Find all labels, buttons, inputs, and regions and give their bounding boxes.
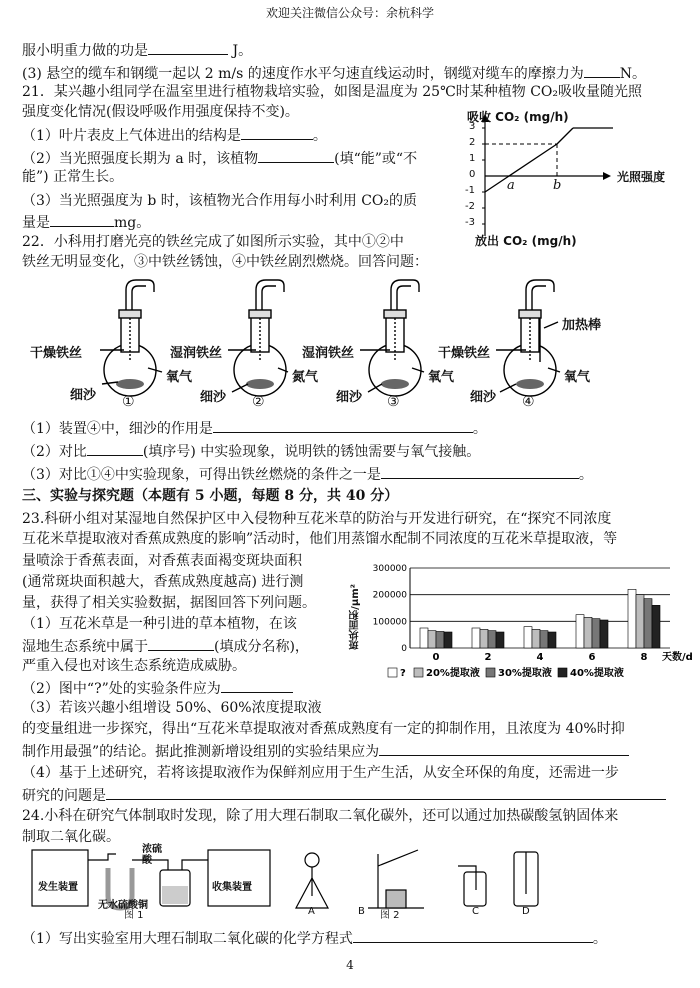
num-2: ② — [252, 394, 265, 410]
co2-curve — [485, 144, 557, 192]
flask-4 — [504, 280, 556, 396]
text-line: 研究的问题是 — [22, 785, 666, 805]
text-line: 互花米草提取液对香蕉成熟度的影响”活动时，他们用蒸馏水配制不同浓度的互花米草提取液，等 — [22, 531, 618, 547]
flask-2 — [234, 280, 286, 396]
bar-2-0 — [472, 628, 480, 648]
y-tick: 0 — [469, 169, 476, 180]
co2-absorb-label: 吸收 CO₂ (mg/h) — [467, 110, 569, 124]
label-dry-iron-4: 干燥铁丝 — [438, 346, 491, 361]
legend-label-3: 40%提取液 — [570, 668, 624, 679]
text-line: 严重入侵也对该生态系统造成威胁。 — [22, 658, 246, 674]
label-gas-4: 氧气 — [564, 370, 591, 385]
text-line: 量，获得了相关实验数据，据图回答下列问题。 — [22, 595, 316, 611]
y-tick: -2 — [465, 201, 475, 212]
bar-6-1 — [584, 617, 592, 648]
legend-swatch-1 — [414, 668, 423, 677]
apparatus-a — [296, 853, 328, 908]
legend-label-2: 30%提取液 — [498, 668, 552, 679]
legend-swatch-0 — [388, 668, 397, 677]
fig2-label: 图 2 — [380, 910, 400, 921]
y-tick-label: 300000 — [372, 564, 407, 574]
y-tick: 1 — [469, 153, 476, 164]
y-tick: 2 — [469, 137, 476, 148]
text-line: 铁丝无明显变化，③中铁丝锈蚀，④中铁丝剧烈燃烧。回答问题： — [22, 254, 428, 270]
bar-8-3 — [652, 605, 660, 648]
label-dry-iron-1: 干燥铁丝 — [30, 346, 83, 361]
bar-6-0 — [576, 615, 584, 648]
question-22-2: （2）对比 (填序号) 中实验现象，说明铁的锈蚀需要与氧气接触。 — [22, 441, 480, 461]
x-tick-label: 0 — [432, 652, 440, 663]
bar-2-2 — [488, 631, 496, 648]
question-23-intro: 23.科研小组对某湿地自然保护区中入侵物种互花米草的防治与开发进行研究，在“探究不同浓度 — [22, 511, 612, 527]
y-tick: -3 — [465, 217, 475, 228]
x-axis-arrow — [603, 172, 611, 180]
label-sand-1: 细沙 — [70, 388, 97, 403]
text-line: (3) 悬空的缆车和钢缆一起以 2 m/s 的速度作水平匀速直线运动时，钢缆对缆车的摩擦力为 N。 — [22, 63, 646, 83]
bar-6-3 — [600, 620, 608, 648]
gen-box-label: 发生装置 — [38, 882, 78, 893]
bar-2-3 — [496, 632, 504, 648]
bar-0-0 — [420, 628, 428, 648]
acid-label: 浓硫酸 — [142, 844, 162, 866]
flask-1 — [104, 280, 156, 396]
text-line: 制作用最强”的结论。据此推测新增设组别的实验结果应为 — [22, 741, 629, 761]
flask-3 — [369, 280, 421, 396]
tube-label: 无水硫酸铜 — [98, 900, 148, 911]
apparatus-d — [514, 852, 538, 906]
bar-8-2 — [644, 599, 652, 648]
letter-a: A — [308, 906, 315, 917]
text-line: (通常斑块面积越大，香蕉成熟度越高) 进行测 — [22, 574, 304, 590]
letter-d: D — [522, 906, 530, 917]
question-24-1: （1）写出实验室用大理石制取二氧化碳的化学方程式 。 — [22, 928, 607, 948]
bar-8-0 — [628, 589, 636, 648]
text-line: 的变量组进一步探究，得出“互花米草提取液对香蕉成熟度有一定的抑制作用，且浓度为 40%时抑 — [22, 721, 625, 737]
bar-2-1 — [480, 629, 488, 648]
question-24-intro: 24.小科在研究气体制取时发现，除了用大理石制取二氧化碳外，还可以通过加热碳酸氢钠固体来 — [22, 808, 619, 824]
y-tick-label: 200000 — [372, 590, 407, 601]
page-header: 欢迎关注微信公众号：余杭科学 — [265, 6, 434, 20]
num-4: ④ — [522, 394, 535, 410]
legend-label-0: ? — [400, 668, 406, 679]
bar-0-3 — [444, 632, 452, 648]
question-23-4: （4）基于上述研究，若将该提取液作为保鲜剂应用于生产生活，从安全环保的角度，还需进一步 — [22, 765, 619, 781]
letter-b: B — [358, 906, 365, 917]
letter-c: C — [472, 906, 479, 917]
x-tick-a: a — [507, 178, 515, 193]
co2-release-label: 放出 CO₂ (mg/h) — [475, 234, 577, 248]
text-line: 强度变化情况(假设呼吸作用强度保持不变)。 — [22, 104, 299, 120]
x-tick-b: b — [553, 178, 562, 193]
question-23-3: （3）若该兴趣小组增设 50%、60%浓度提取液 — [22, 700, 322, 716]
fig1-label: 图 1 — [124, 910, 144, 921]
apparatus-c — [458, 866, 486, 906]
legend-swatch-2 — [486, 668, 495, 677]
bar-4-0 — [524, 627, 532, 648]
question-22-1: （1）装置④中，细沙的作用是 。 — [22, 418, 487, 438]
text-line: 服小明重力做的功是 J。 — [22, 40, 252, 60]
label-sand-4: 细沙 — [470, 390, 497, 405]
text-line: 湿地生态系统中属于 (填成分名称)， — [22, 636, 309, 656]
question-22-intro: 22．小科用打磨光亮的铁丝完成了如图所示实验，其中①②中 — [22, 234, 404, 250]
bar-chart-ylabel: 斑块面积/μm² — [350, 584, 361, 650]
x-tick-label: 2 — [484, 652, 492, 663]
page-number: 4 — [346, 958, 354, 972]
question-21-intro: 21．某兴趣小组同学在温室里进行植物栽培实验，如图是温度为 25℃时某种植物 CO₂吸收量随光照 — [22, 84, 642, 100]
co2-absorption-chart — [445, 108, 690, 248]
question-21-3: （3）当光照强度为 b 时，该植物光合作用每小时利用 CO₂的质 — [22, 193, 418, 209]
text-line: 能”) 正常生长。 — [22, 169, 124, 185]
num-1: ① — [122, 394, 135, 410]
patch-area-bar-chart — [348, 562, 693, 690]
bar-6-2 — [592, 619, 600, 648]
x-tick-label: 6 — [588, 652, 596, 663]
question-23-2: （2）图中“?”处的实验条件应为 — [22, 678, 293, 698]
label-gas-2: 氮气 — [292, 370, 319, 385]
y-tick: 3 — [469, 121, 476, 132]
question-21-2: （2）当光照强度长期为 a 时，该植物 (填“能”或“不 — [22, 148, 417, 168]
question-22-3: （3）对比①④中实验现象，可得出铁丝燃烧的条件之一是 。 — [22, 464, 593, 484]
num-3: ③ — [387, 394, 400, 410]
y-tick-label: 0 — [401, 644, 407, 654]
label-sand-3: 细沙 — [336, 390, 363, 405]
section-3-title: 三、实验与探究题（本题有 5 小题，每题 8 分，共 40 分） — [22, 488, 399, 504]
bar-4-2 — [540, 631, 548, 648]
x-tick-label: 8 — [640, 652, 648, 663]
text-line: 量喷涂于香蕉表面，对香蕉表面褐变斑块面积 — [22, 553, 302, 569]
bar-0-2 — [436, 631, 444, 648]
label-wet-iron-3: 湿润铁丝 — [302, 346, 355, 361]
bar-8-1 — [636, 595, 644, 648]
y-tick: -1 — [465, 185, 475, 196]
iron-wire-apparatus — [20, 272, 680, 412]
legend-swatch-3 — [558, 668, 567, 677]
x-axis-label: 天数/d — [662, 652, 693, 663]
y-tick-label: 100000 — [372, 617, 407, 628]
legend-label-1: 20%提取液 — [426, 668, 480, 679]
collect-box-label: 收集装置 — [212, 882, 252, 893]
bar-4-1 — [532, 629, 540, 648]
label-gas-3: 氧气 — [428, 370, 455, 385]
apparatus-b — [368, 850, 424, 908]
x-label: 光照强度 — [617, 170, 666, 184]
gas-apparatus-figure — [28, 844, 688, 921]
question-21-1: （1）叶片表皮上气体进出的结构是 。 — [22, 125, 327, 145]
label-heating-rod: 加热棒 — [562, 318, 602, 333]
question-23-1: （1）互花米草是一种引进的草本植物，在该 — [22, 616, 297, 632]
label-gas-1: 氧气 — [166, 370, 193, 385]
bar-4-3 — [548, 632, 556, 648]
x-tick-label: 4 — [536, 652, 544, 663]
label-sand-2: 细沙 — [200, 390, 227, 405]
label-wet-iron-2: 湿润铁丝 — [170, 346, 223, 361]
bar-0-1 — [428, 631, 436, 648]
text-line: 制取二氧化碳。 — [22, 829, 120, 845]
text-line: 量是 mg。 — [22, 212, 150, 232]
